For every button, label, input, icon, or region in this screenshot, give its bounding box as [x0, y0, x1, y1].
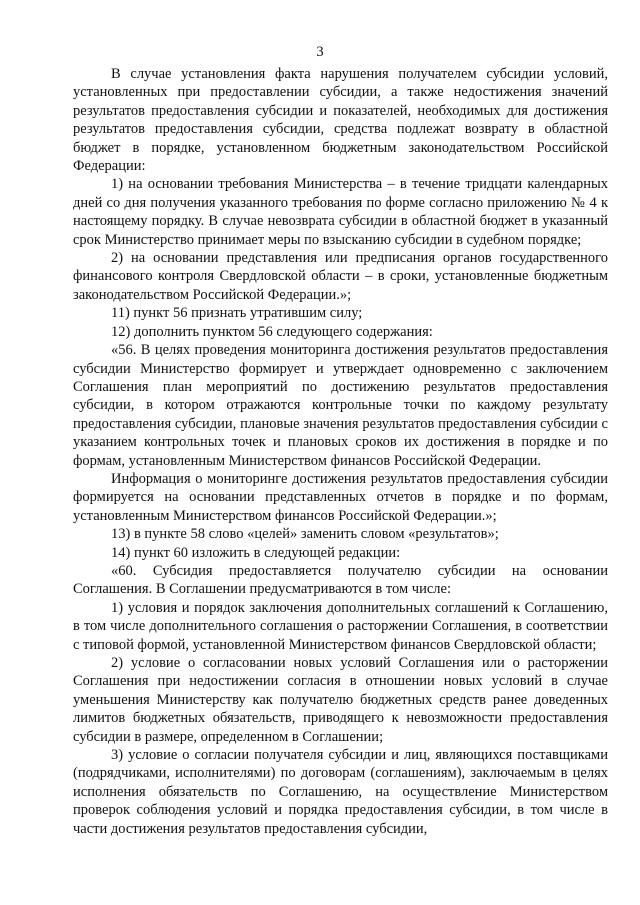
paragraph: 13) в пункте 58 слово «целей» заменить словом «результатов»;	[111, 526, 499, 543]
paragraph: 1) условия и порядок заключения дополнительных соглашений к Соглашению, в том числе дополнительного соглашения о расторжении Соглашения, в соответствии с типовой формой, установленной Министерством финансов Свердловской области;	[73, 599, 608, 653]
paragraph: «56. В целях проведения мониторинга достижения результатов предоставления субсидии Министерство формирует и утверждает одновременно с заключением Соглашения план мероприятий по достижению результатов предоставления субсидии, в котором отражаются контрольные точки по каждому результату предоставления субсидии, плановые значения результатов предоставления субсидии с указанием контрольных точек и плановых сроков их достижения в порядке и по формам, установленным Министерством финансов Российской Федерации.	[73, 342, 608, 469]
paragraph: «60. Субсидия предоставляется получателю субсидии на основании Соглашения. В Соглашении предусматриваются в том числе:	[73, 562, 608, 598]
paragraph: 2) на основании представления или предписания органов государственного финансового контроля Свердловской области – в сроки, установленные бюджетным законодательством Российской Федерации.»;	[73, 250, 608, 303]
paragraph: 14) пункт 60 изложить в следующей редакции:	[111, 544, 401, 561]
body-text	[73, 65, 608, 838]
paragraph: В случае установления факта нарушения получателем субсидии условий, установленных при предоставлении субсидии, а также недостижения значений результатов предоставления субсидии и показателей, необходимых для достижения результатов предоставления субсидии, средства подлежат возврату в областной бюджет в порядке, установленном бюджетным законодательством Российской Федерации:	[73, 66, 608, 175]
paragraph: 12) дополнить пунктом 56 следующего содержания:	[111, 323, 433, 340]
paragraph: Информация о мониторинге достижения результатов предоставления субсидии формируется на основании представленных отчетов в порядке и по формам, установленным Министерством финансов Российской Федерации.»;	[73, 470, 608, 524]
paragraph: 11) пункт 56 признать утратившим силу;	[111, 305, 363, 322]
paragraph: 2) условие о согласовании новых условий Соглашения или о расторжении Соглашения при недостижении согласия в отношении новых условий в случае уменьшения Министерству как получателю бюджетных средств ранее доведенных лимитов бюджетных обязательств, приводящего к невозможности предоставления субсидии в размере, определенном в Соглашении;	[73, 655, 608, 745]
page-number: 3	[316, 44, 324, 60]
paragraph: 1) на основании требования Министерства – в течение тридцати календарных дней со дня получения указанного требования по форме согласно приложению № 4 к настоящему порядку. В случае невозврата субсидии в областной бюджет в указанный срок Министерство принимает меры по взысканию субсидии в судебном порядке;	[73, 176, 608, 248]
paragraph: 3) условие о согласии получателя субсидии и лиц, являющихся поставщиками (подрядчиками, исполнителями) по договорам (соглашениям), заключаемым в целях исполнения обязательств по Соглашению, на осуществление Министерством проверок соблюдения условий и порядка предоставления субсидии, в том числе в части достижения результатов предоставления субсидии,	[73, 747, 608, 837]
